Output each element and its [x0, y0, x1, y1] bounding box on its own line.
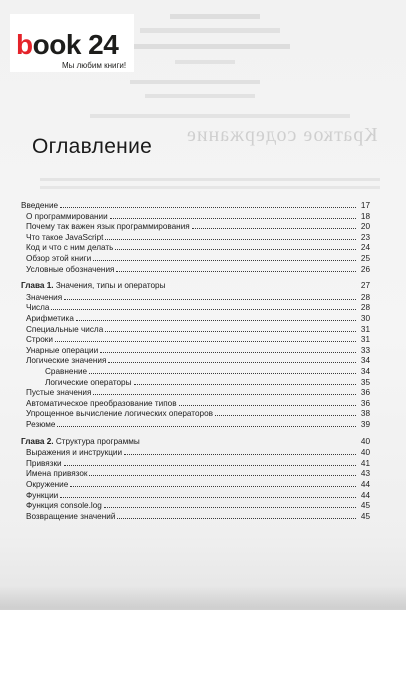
toc-dot-leader: [93, 260, 356, 261]
toc-page-number: 30: [360, 314, 370, 323]
toc-entry-label: Строки: [26, 335, 53, 345]
bleed-through-line: [130, 80, 260, 84]
toc-page-number: 28: [360, 292, 370, 302]
toc-entry-label: Что такое JavaScript: [26, 232, 104, 242]
toc-entry-label: О программировании: [26, 211, 108, 221]
toc-dot-leader: [215, 415, 356, 416]
toc-dot-leader: [100, 352, 356, 353]
toc-row: [26, 264, 370, 275]
toc-page-number: 23: [360, 232, 370, 242]
toc-entry-label: Логические значения: [26, 356, 107, 366]
toc-dot-leader: [89, 373, 356, 374]
toc-page-number: 31: [360, 335, 370, 345]
toc-page-number: 43: [360, 469, 370, 479]
toc-dot-leader: [192, 228, 356, 229]
toc-entry-label: Функция console.log: [26, 501, 102, 511]
toc-row: [26, 419, 370, 430]
toc-page-number: 26: [360, 264, 370, 274]
toc-entry-label: Привязки: [26, 458, 62, 468]
toc-dot-leader: [117, 518, 356, 519]
toc-page-number: 24: [360, 243, 370, 253]
toc-page-number: 36: [360, 388, 370, 398]
toc-page-number: 44: [360, 480, 370, 489]
toc-dot-leader: [89, 475, 356, 476]
toc-dot-leader: [108, 362, 356, 363]
toc-dot-leader: [57, 426, 356, 427]
toc-page-number: 34: [360, 356, 370, 366]
toc-chapter-number: Глава 1.: [21, 281, 54, 291]
toc-page-number: 45: [360, 511, 370, 521]
toc-row: [26, 479, 370, 490]
toc-row: [26, 242, 370, 253]
toc-dot-leader: [105, 239, 356, 240]
logo-letter-b: b: [16, 29, 33, 60]
toc-page-number: 28: [360, 303, 370, 313]
toc-dot-leader: [60, 497, 356, 498]
logo-tagline: Мы любим книги!: [62, 61, 127, 70]
toc-row: [26, 408, 370, 419]
toc-page-number: 27: [360, 281, 370, 291]
book24-logo: [10, 14, 134, 72]
toc-page-number: 31: [360, 324, 370, 334]
toc-page-number: 44: [360, 490, 370, 500]
toc-page-number: 38: [360, 409, 370, 419]
toc-entry-label: Условные обозначения: [26, 264, 115, 274]
toc-row: [26, 292, 370, 303]
bleed-through-line: [140, 28, 280, 33]
toc-row: [26, 458, 370, 469]
toc-row: [26, 232, 370, 243]
toc-row: [26, 211, 370, 222]
toc-dot-leader: [179, 405, 356, 406]
bleed-through-line: [145, 94, 255, 98]
toc-entry-label: Числа: [26, 303, 50, 313]
toc-row: [26, 302, 370, 313]
page-bottom-shadow: [0, 586, 406, 610]
toc-page-number: 35: [360, 377, 370, 387]
bleed-through-line: [170, 14, 260, 19]
toc-entry-label: Пустые значения: [26, 388, 92, 398]
toc-entry-label: Имена привязок: [26, 469, 88, 479]
toc-dot-leader: [116, 271, 356, 272]
logo-wordmark: [16, 30, 118, 60]
toc-row: [45, 377, 370, 388]
toc-entry-label: Значения: [26, 292, 63, 302]
toc-entry-label: Окружение: [26, 480, 69, 489]
toc-page-number: 40: [360, 436, 370, 446]
bleed-through-heading: Краткое содержание: [186, 124, 378, 146]
toc-page-number: 25: [360, 254, 370, 263]
toc-dot-leader: [115, 249, 356, 250]
toc-entry-label: Арифметика: [26, 314, 74, 323]
toc-row: [26, 324, 370, 335]
logo-word-rest: ook 24: [32, 29, 119, 60]
toc-chapter-row: [21, 436, 370, 447]
toc-entry-label: [21, 280, 165, 291]
toc-dot-leader: [124, 454, 356, 455]
toc-entry-label: Сравнение: [45, 367, 88, 376]
toc-entry-label: Обзор этой книги: [26, 254, 92, 263]
toc-page-number: 39: [360, 420, 370, 429]
toc-entry-label: Введение: [21, 201, 59, 210]
bleed-through-line: [175, 60, 235, 64]
toc-title: Оглавление: [32, 135, 153, 158]
toc-dot-leader: [110, 218, 356, 219]
bleed-through-line: [90, 114, 350, 118]
toc-dot-leader: [134, 384, 356, 385]
toc-page-number: 33: [360, 345, 370, 355]
toc-row: [26, 387, 370, 398]
toc-dot-leader: [105, 331, 356, 332]
toc-row: [26, 313, 370, 324]
toc-row: [26, 490, 370, 501]
toc-page-number: 17: [360, 201, 370, 210]
toc-entry-label: Возвращение значений: [26, 511, 116, 521]
toc-dot-leader: [64, 465, 356, 466]
bleed-through-line: [40, 186, 380, 189]
toc-row: [26, 447, 370, 458]
toc-page-number: 34: [360, 367, 370, 376]
toc-dot-leader: [93, 394, 356, 395]
toc-row: [26, 511, 370, 522]
toc-dot-leader: [64, 299, 356, 300]
toc-row: [26, 345, 370, 356]
toc-page-number: 40: [360, 448, 370, 458]
toc-entry-label: Почему так важен язык программирования: [26, 222, 190, 232]
toc-row: [26, 253, 370, 264]
toc-page-number: 18: [360, 211, 370, 221]
toc-chapter-number: Глава 2.: [21, 436, 54, 446]
toc-page-number: 45: [360, 501, 370, 511]
toc-entry-label: [21, 436, 140, 447]
toc-entry-label: Резюме: [26, 420, 56, 429]
toc-entry-label: Унарные операции: [26, 345, 99, 355]
toc-entry-label: Код и что с ним делать: [26, 243, 114, 253]
toc-page-number: 36: [360, 398, 370, 408]
toc-chapter-title: Значения, типы и операторы: [53, 281, 166, 291]
toc-entry-label: Автоматическое преобразование типов: [26, 398, 177, 408]
toc-dot-leader: [104, 507, 356, 508]
toc-entry-label: Упрощенное вычисление логических операторов: [26, 409, 213, 419]
toc-page-number: 41: [360, 458, 370, 468]
toc-chapter-row: [21, 280, 370, 291]
toc-dot-leader: [51, 309, 356, 310]
toc-chapter-title: Структура программы: [53, 436, 140, 446]
toc-row: [26, 468, 370, 479]
toc-entry-label: Функции: [26, 490, 59, 500]
toc-row: [26, 398, 370, 409]
toc-entry-label: Специальные числа: [26, 324, 104, 334]
toc-entry-label: Выражения и инструкции: [26, 448, 123, 458]
toc-entry-label: Логические операторы: [45, 377, 132, 387]
toc-row: [26, 500, 370, 511]
toc-row: [26, 334, 370, 345]
toc-dot-leader: [70, 486, 356, 487]
toc-row: [21, 200, 370, 211]
toc-row: [45, 366, 370, 377]
toc-row: [26, 355, 370, 366]
toc-page-number: 20: [360, 222, 370, 232]
toc-dot-leader: [76, 320, 356, 321]
toc-dot-leader: [55, 341, 356, 342]
bleed-through-line: [120, 44, 290, 49]
toc-dot-leader: [60, 207, 356, 208]
bleed-through-line: [40, 178, 380, 181]
toc-row: [26, 221, 370, 232]
